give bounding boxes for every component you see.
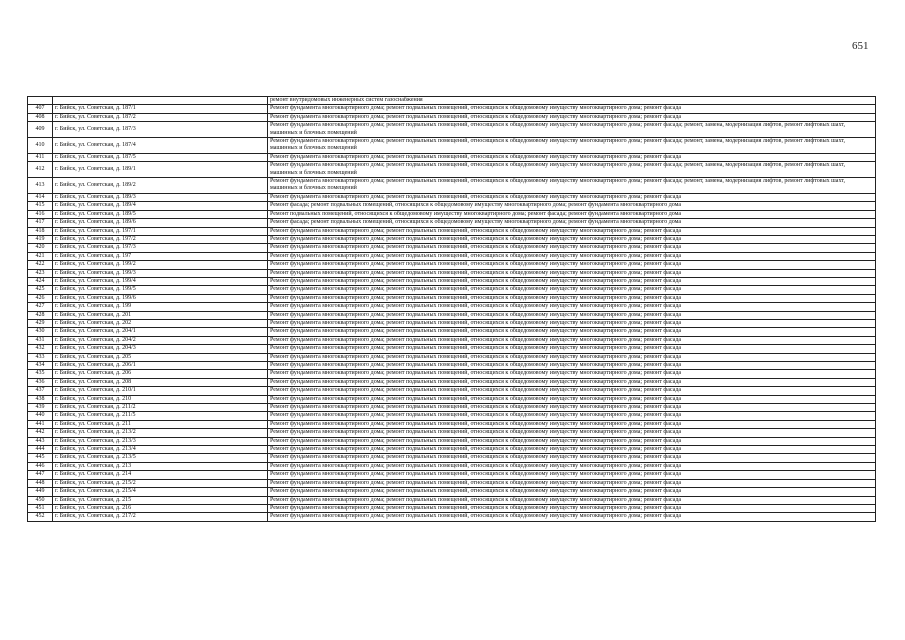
row-address: г. Бийск, ул. Советская, д. 197/1 [53, 227, 268, 235]
table-row [28, 97, 876, 105]
table-row [28, 122, 876, 138]
row-work-types: Ремонт фасада; ремонт подвальных помещений, относящихся к общедомовому имуществу многоквартирного дома; ремонт фундамента многоквартирного дома [268, 202, 876, 210]
row-work-types: Ремонт фундамента многоквартирного дома; ремонт подвальных помещений, относящихся к общедомовому имуществу многоквартирного дома; ремонт фасада [268, 446, 876, 454]
row-work-types: Ремонт фундамента многоквартирного дома; ремонт подвальных помещений, относящихся к общедомовому имуществу многоквартирного дома; ремонт фасада [268, 504, 876, 512]
table-row [28, 210, 876, 218]
works-table [27, 96, 876, 522]
row-work-types: Ремонт фундамента многоквартирного дома; ремонт подвальных помещений, относящихся к общедомовому имуществу многоквартирного дома; ремонт фасада; ремонт, замена, модернизация лифтов, ремонт лифтовых шахт, машинных и блочных помещений [268, 178, 876, 194]
row-number: 420 [28, 244, 53, 252]
row-address: г. Бийск, ул. Советская, д. 215/2 [53, 479, 268, 487]
row-address: г. Бийск, ул. Советская, д. 213/4 [53, 446, 268, 454]
row-number: 431 [28, 336, 53, 344]
row-work-types: Ремонт фундамента многоквартирного дома; ремонт подвальных помещений, относящихся к общедомовому имуществу многоквартирного дома; ремонт фасада [268, 277, 876, 285]
row-address: г. Бийск, ул. Советская, д. 206 [53, 370, 268, 378]
row-number: 418 [28, 227, 53, 235]
table-row [28, 113, 876, 121]
table-row [28, 303, 876, 311]
row-address: г. Бийск, ул. Советская, д. 197/3 [53, 244, 268, 252]
row-work-types: Ремонт фундамента многоквартирного дома; ремонт подвальных помещений, относящихся к общедомовому имуществу многоквартирного дома; ремонт фасада [268, 437, 876, 445]
row-number: 414 [28, 193, 53, 201]
row-number: 437 [28, 387, 53, 395]
row-number: 424 [28, 277, 53, 285]
table-row [28, 378, 876, 386]
row-address: г. Бийск, ул. Советская, д. 197 [53, 252, 268, 260]
row-address: г. Бийск, ул. Советская, д. 204/3 [53, 345, 268, 353]
table-row [28, 105, 876, 113]
row-number: 447 [28, 471, 53, 479]
row-number: 407 [28, 105, 53, 113]
row-work-types: ремонт внутридомовых инженерных систем газоснабжения [268, 97, 876, 105]
row-number: 446 [28, 462, 53, 470]
table-row [28, 513, 876, 521]
row-work-types: Ремонт подвальных помещений, относящихся к общедомовому имуществу многоквартирного дома; ремонт фасада; ремонт фундамента многоквартирного дома [268, 210, 876, 218]
table-row [28, 286, 876, 294]
row-address: г. Бийск, ул. Советская, д. 189/1 [53, 162, 268, 178]
table-row [28, 345, 876, 353]
row-work-types: Ремонт фундамента многоквартирного дома; ремонт подвальных помещений, относящихся к общедомовому имуществу многоквартирного дома; ремонт фасада [268, 261, 876, 269]
table-row [28, 504, 876, 512]
row-number: 410 [28, 138, 53, 154]
row-number: 433 [28, 353, 53, 361]
row-number: 442 [28, 429, 53, 437]
row-work-types: Ремонт фундамента многоквартирного дома; ремонт подвальных помещений, относящихся к общедомовому имуществу многоквартирного дома; ремонт фасада [268, 496, 876, 504]
table-row [28, 294, 876, 302]
row-work-types: Ремонт фундамента многоквартирного дома; ремонт подвальных помещений, относящихся к общедомовому имуществу многоквартирного дома; ремонт фасада [268, 370, 876, 378]
row-work-types: Ремонт фундамента многоквартирного дома; ремонт подвальных помещений, относящихся к общедомовому имуществу многоквартирного дома; ремонт фасада [268, 488, 876, 496]
table-row [28, 362, 876, 370]
row-address: г. Бийск, ул. Советская, д. 217/2 [53, 513, 268, 521]
row-work-types: Ремонт фундамента многоквартирного дома; ремонт подвальных помещений, относящихся к общедомовому имуществу многоквартирного дома; ремонт фасада [268, 471, 876, 479]
table-row [28, 319, 876, 327]
row-address: г. Бийск, ул. Советская, д. 205 [53, 353, 268, 361]
row-work-types: Ремонт фундамента многоквартирного дома; ремонт подвальных помещений, относящихся к общедомовому имуществу многоквартирного дома; ремонт фасада [268, 193, 876, 201]
row-number: 419 [28, 235, 53, 243]
table-row [28, 429, 876, 437]
table-row [28, 353, 876, 361]
row-number: 436 [28, 378, 53, 386]
row-address: г. Бийск, ул. Советская, д. 204/1 [53, 328, 268, 336]
row-number: 439 [28, 404, 53, 412]
row-work-types: Ремонт фундамента многоквартирного дома; ремонт подвальных помещений, относящихся к общедомовому имуществу многоквартирного дома; ремонт фасада [268, 153, 876, 161]
row-number: 452 [28, 513, 53, 521]
row-number [28, 97, 53, 105]
row-number: 443 [28, 437, 53, 445]
row-work-types: Ремонт фундамента многоквартирного дома; ремонт подвальных помещений, относящихся к общедомовому имуществу многоквартирного дома; ремонт фасада [268, 303, 876, 311]
row-address: г. Бийск, ул. Советская, д. 189/2 [53, 178, 268, 194]
row-address [53, 97, 268, 105]
row-work-types: Ремонт фундамента многоквартирного дома; ремонт подвальных помещений, относящихся к общедомовому имуществу многоквартирного дома; ремонт фасада [268, 105, 876, 113]
row-work-types: Ремонт фундамента многоквартирного дома; ремонт подвальных помещений, относящихся к общедомовому имуществу многоквартирного дома; ремонт фасада [268, 404, 876, 412]
row-work-types: Ремонт фундамента многоквартирного дома; ремонт подвальных помещений, относящихся к общедомовому имуществу многоквартирного дома; ремонт фасада [268, 362, 876, 370]
row-address: г. Бийск, ул. Советская, д. 187/5 [53, 153, 268, 161]
table-row [28, 138, 876, 154]
row-work-types: Ремонт фундамента многоквартирного дома; ремонт подвальных помещений, относящихся к общедомовому имуществу многоквартирного дома; ремонт фасада [268, 513, 876, 521]
table-row [28, 387, 876, 395]
table-row [28, 471, 876, 479]
row-number: 448 [28, 479, 53, 487]
table-row [28, 404, 876, 412]
row-work-types: Ремонт фундамента многоквартирного дома; ремонт подвальных помещений, относящихся к общедомовому имуществу многоквартирного дома; ремонт фасада; ремонт, замена, модернизация лифтов, ремонт лифтовых шахт, машинных и блочных помещений [268, 122, 876, 138]
row-work-types: Ремонт фундамента многоквартирного дома; ремонт подвальных помещений, относящихся к общедомовому имуществу многоквартирного дома; ремонт фасада [268, 328, 876, 336]
row-number: 413 [28, 178, 53, 194]
row-address: г. Бийск, ул. Советская, д. 208 [53, 378, 268, 386]
table-row [28, 328, 876, 336]
row-address: г. Бийск, ул. Советская, д. 199/4 [53, 277, 268, 285]
row-address: г. Бийск, ул. Советская, д. 211/5 [53, 412, 268, 420]
works-table-body [28, 97, 876, 522]
row-address: г. Бийск, ул. Советская, д. 199 [53, 303, 268, 311]
row-number: 428 [28, 311, 53, 319]
row-address: г. Бийск, ул. Советская, д. 187/1 [53, 105, 268, 113]
row-number: 422 [28, 261, 53, 269]
row-address: г. Бийск, ул. Советская, д. 199/3 [53, 269, 268, 277]
row-work-types: Ремонт фундамента многоквартирного дома; ремонт подвальных помещений, относящихся к общедомовому имуществу многоквартирного дома; ремонт фасада; ремонт, замена, модернизация лифтов, ремонт лифтовых шахт, машинных и блочных помещений [268, 138, 876, 154]
row-work-types: Ремонт фундамента многоквартирного дома; ремонт подвальных помещений, относящихся к общедомовому имуществу многоквартирного дома; ремонт фасада; ремонт, замена, модернизация лифтов, ремонт лифтовых шахт, машинных и блочных помещений [268, 162, 876, 178]
row-work-types: Ремонт фасада; ремонт подвальных помещений, относящихся к общедомовому имуществу многоквартирного дома; ремонт фундамента многоквартирного дома [268, 219, 876, 227]
table-row [28, 336, 876, 344]
row-number: 416 [28, 210, 53, 218]
row-number: 409 [28, 122, 53, 138]
table-row [28, 252, 876, 260]
row-address: г. Бийск, ул. Советская, д. 201 [53, 311, 268, 319]
row-address: г. Бийск, ул. Советская, д. 189/5 [53, 210, 268, 218]
table-row [28, 454, 876, 462]
row-work-types: Ремонт фундамента многоквартирного дома; ремонт подвальных помещений, относящихся к общедомовому имуществу многоквартирного дома; ремонт фасада [268, 353, 876, 361]
row-work-types: Ремонт фундамента многоквартирного дома; ремонт подвальных помещений, относящихся к общедомовому имуществу многоквартирного дома; ремонт фасада [268, 387, 876, 395]
row-address: г. Бийск, ул. Советская, д. 189/6 [53, 219, 268, 227]
row-address: г. Бийск, ул. Советская, д. 213 [53, 462, 268, 470]
row-address: г. Бийск, ул. Советская, д. 202 [53, 319, 268, 327]
row-number: 438 [28, 395, 53, 403]
row-number: 423 [28, 269, 53, 277]
row-work-types: Ремонт фундамента многоквартирного дома; ремонт подвальных помещений, относящихся к общедомовому имуществу многоквартирного дома; ремонт фасада [268, 113, 876, 121]
table-row [28, 244, 876, 252]
table-row [28, 412, 876, 420]
row-number: 435 [28, 370, 53, 378]
row-address: г. Бийск, ул. Советская, д. 213/2 [53, 429, 268, 437]
table-row [28, 277, 876, 285]
row-work-types: Ремонт фундамента многоквартирного дома; ремонт подвальных помещений, относящихся к общедомовому имуществу многоквартирного дома; ремонт фасада [268, 395, 876, 403]
table-row [28, 462, 876, 470]
row-number: 427 [28, 303, 53, 311]
row-address: г. Бийск, ул. Советская, д. 197/2 [53, 235, 268, 243]
row-address: г. Бийск, ул. Советская, д. 189/4 [53, 202, 268, 210]
row-work-types: Ремонт фундамента многоквартирного дома; ремонт подвальных помещений, относящихся к общедомовому имуществу многоквартирного дома; ремонт фасада [268, 252, 876, 260]
table-row [28, 446, 876, 454]
row-address: г. Бийск, ул. Советская, д. 213/3 [53, 437, 268, 445]
row-number: 421 [28, 252, 53, 260]
row-work-types: Ремонт фундамента многоквартирного дома; ремонт подвальных помещений, относящихся к общедомовому имуществу многоквартирного дома; ремонт фасада [268, 319, 876, 327]
row-number: 451 [28, 504, 53, 512]
table-row [28, 162, 876, 178]
row-number: 449 [28, 488, 53, 496]
table-row [28, 311, 876, 319]
row-work-types: Ремонт фундамента многоквартирного дома; ремонт подвальных помещений, относящихся к общедомовому имуществу многоквартирного дома; ремонт фасада [268, 454, 876, 462]
table-row [28, 269, 876, 277]
table-row [28, 178, 876, 194]
table-row [28, 479, 876, 487]
row-work-types: Ремонт фундамента многоквартирного дома; ремонт подвальных помещений, относящихся к общедомовому имуществу многоквартирного дома; ремонт фасада [268, 311, 876, 319]
table-row [28, 153, 876, 161]
row-work-types: Ремонт фундамента многоквартирного дома; ремонт подвальных помещений, относящихся к общедомовому имуществу многоквартирного дома; ремонт фасада [268, 294, 876, 302]
table-row [28, 496, 876, 504]
table-row [28, 261, 876, 269]
row-address: г. Бийск, ул. Советская, д. 199/6 [53, 294, 268, 302]
row-number: 430 [28, 328, 53, 336]
row-address: г. Бийск, ул. Советская, д. 211/2 [53, 404, 268, 412]
row-number: 415 [28, 202, 53, 210]
row-number: 444 [28, 446, 53, 454]
row-address: г. Бийск, ул. Советская, д. 187/4 [53, 138, 268, 154]
table-row [28, 420, 876, 428]
row-address: г. Бийск, ул. Советская, д. 214 [53, 471, 268, 479]
row-address: г. Бийск, ул. Советская, д. 187/2 [53, 113, 268, 121]
table-row [28, 235, 876, 243]
row-number: 417 [28, 219, 53, 227]
row-work-types: Ремонт фундамента многоквартирного дома; ремонт подвальных помещений, относящихся к общедомовому имуществу многоквартирного дома; ремонт фасада [268, 412, 876, 420]
row-number: 450 [28, 496, 53, 504]
row-address: г. Бийск, ул. Советская, д. 199/5 [53, 286, 268, 294]
table-row [28, 202, 876, 210]
row-number: 441 [28, 420, 53, 428]
table-row [28, 193, 876, 201]
row-number: 440 [28, 412, 53, 420]
table-row [28, 437, 876, 445]
row-address: г. Бийск, ул. Советская, д. 189/3 [53, 193, 268, 201]
row-work-types: Ремонт фундамента многоквартирного дома; ремонт подвальных помещений, относящихся к общедомовому имуществу многоквартирного дома; ремонт фасада [268, 269, 876, 277]
row-work-types: Ремонт фундамента многоквартирного дома; ремонт подвальных помещений, относящихся к общедомовому имуществу многоквартирного дома; ремонт фасада [268, 244, 876, 252]
row-address: г. Бийск, ул. Советская, д. 210/1 [53, 387, 268, 395]
row-work-types: Ремонт фундамента многоквартирного дома; ремонт подвальных помещений, относящихся к общедомовому имуществу многоквартирного дома; ремонт фасада [268, 286, 876, 294]
row-number: 432 [28, 345, 53, 353]
row-work-types: Ремонт фундамента многоквартирного дома; ремонт подвальных помещений, относящихся к общедомовому имуществу многоквартирного дома; ремонт фасада [268, 336, 876, 344]
row-address: г. Бийск, ул. Советская, д. 187/3 [53, 122, 268, 138]
row-address: г. Бийск, ул. Советская, д. 199/2 [53, 261, 268, 269]
page-number: 651 [852, 40, 869, 52]
row-address: г. Бийск, ул. Советская, д. 204/2 [53, 336, 268, 344]
row-number: 445 [28, 454, 53, 462]
row-address: г. Бийск, ул. Советская, д. 216 [53, 504, 268, 512]
row-number: 411 [28, 153, 53, 161]
row-number: 426 [28, 294, 53, 302]
row-address: г. Бийск, ул. Советская, д. 215/4 [53, 488, 268, 496]
row-address: г. Бийск, ул. Советская, д. 210 [53, 395, 268, 403]
row-address: г. Бийск, ул. Советская, д. 213/5 [53, 454, 268, 462]
row-work-types: Ремонт фундамента многоквартирного дома; ремонт подвальных помещений, относящихся к общедомовому имуществу многоквартирного дома; ремонт фасада [268, 429, 876, 437]
table-row [28, 370, 876, 378]
row-number: 425 [28, 286, 53, 294]
row-number: 408 [28, 113, 53, 121]
row-number: 429 [28, 319, 53, 327]
row-number: 412 [28, 162, 53, 178]
row-work-types: Ремонт фундамента многоквартирного дома; ремонт подвальных помещений, относящихся к общедомовому имуществу многоквартирного дома; ремонт фасада [268, 479, 876, 487]
table-row [28, 219, 876, 227]
row-work-types: Ремонт фундамента многоквартирного дома; ремонт подвальных помещений, относящихся к общедомовому имуществу многоквартирного дома; ремонт фасада [268, 235, 876, 243]
table-row [28, 488, 876, 496]
row-work-types: Ремонт фундамента многоквартирного дома; ремонт подвальных помещений, относящихся к общедомовому имуществу многоквартирного дома; ремонт фасада [268, 462, 876, 470]
row-address: г. Бийск, ул. Советская, д. 211 [53, 420, 268, 428]
row-address: г. Бийск, ул. Советская, д. 215 [53, 496, 268, 504]
table-row [28, 395, 876, 403]
row-work-types: Ремонт фундамента многоквартирного дома; ремонт подвальных помещений, относящихся к общедомовому имуществу многоквартирного дома; ремонт фасада [268, 227, 876, 235]
row-number: 434 [28, 362, 53, 370]
row-work-types: Ремонт фундамента многоквартирного дома; ремонт подвальных помещений, относящихся к общедомовому имуществу многоквартирного дома; ремонт фасада [268, 420, 876, 428]
table-row [28, 227, 876, 235]
row-address: г. Бийск, ул. Советская, д. 206/1 [53, 362, 268, 370]
row-work-types: Ремонт фундамента многоквартирного дома; ремонт подвальных помещений, относящихся к общедомовому имуществу многоквартирного дома; ремонт фасада [268, 378, 876, 386]
row-work-types: Ремонт фундамента многоквартирного дома; ремонт подвальных помещений, относящихся к общедомовому имуществу многоквартирного дома; ремонт фасада [268, 345, 876, 353]
